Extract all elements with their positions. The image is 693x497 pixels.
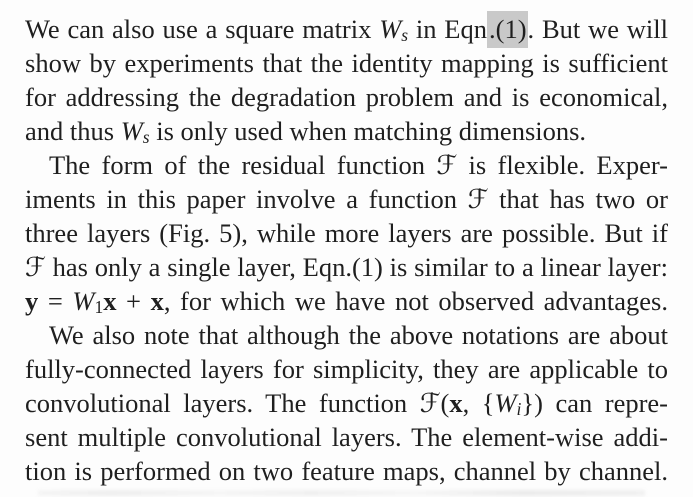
text-segment: We also note that although the above notations are about (49, 320, 668, 350)
text-segment: fully-connected layers for simplicity, they are applicable to (25, 354, 668, 384)
math-segment: x (150, 286, 164, 316)
math-segment: W (379, 14, 402, 44)
text-line (25, 284, 668, 318)
text-line (25, 420, 668, 454)
math-segment: y (25, 286, 39, 316)
text-segment: iments in this paper involve a function (25, 184, 468, 214)
text-segment: + (116, 286, 151, 316)
text-line (25, 318, 668, 352)
math-segment: ℱ (25, 252, 46, 283)
text-segment: and thus (25, 116, 121, 146)
math-segment: 1 (94, 296, 104, 317)
text-segment: }) can repre- (521, 388, 668, 418)
text-line (25, 216, 668, 250)
text-segment: sent multiple convolutional layers. The element-wise addi- (25, 422, 668, 452)
math-segment: ℱ (419, 388, 441, 419)
text-segment: We can also use a square matrix (25, 14, 380, 44)
math-segment: W (72, 286, 95, 316)
text-line (25, 46, 668, 80)
text-line (25, 80, 668, 114)
text-segment: is flexible. Exper- (457, 150, 669, 180)
text-line (25, 352, 668, 386)
text-segment: has only a single layer, Eqn.(1) is similar to a linear layer: (45, 252, 668, 282)
text-segment: convolutional layers. The function (25, 388, 420, 418)
text-line (25, 114, 668, 148)
cut-off-next-line-artifact (38, 490, 645, 496)
math-segment: x (103, 286, 117, 316)
text-line (25, 454, 668, 488)
text-segment: in Eqn (408, 14, 487, 44)
math-segment: s (142, 126, 150, 147)
text-segment: , { (462, 388, 495, 418)
math-segment: i (516, 398, 522, 419)
math-segment: W (494, 388, 517, 418)
math-segment: ℱ (436, 150, 458, 181)
math-segment: ℱ (467, 184, 489, 215)
eqn-ref-highlight[interactable]: .(1) (487, 11, 528, 48)
math-segment: s (401, 24, 409, 45)
text-segment: three layers (Fig. 5), while more layers are possible. But if (25, 218, 668, 248)
text-segment: that has two or (488, 184, 668, 214)
text-segment: ( (440, 388, 450, 418)
math-segment: x (449, 388, 463, 418)
paragraph (25, 12, 668, 148)
text-segment: The form of the residual function (49, 150, 437, 180)
text-line (25, 182, 668, 216)
math-segment: W (120, 116, 143, 146)
text-segment: is only used when matching dimensions. (149, 116, 587, 146)
text-segment: show by experiments that the identity mapping is sufficient (25, 48, 668, 78)
text-line (25, 12, 668, 46)
text-segment: for addressing the degradation problem and is economical, (25, 82, 668, 112)
text-line (25, 148, 668, 182)
text-segment: , for which we have not observed advantages. (163, 286, 668, 316)
text-segment: = (38, 286, 73, 316)
text-column (25, 12, 668, 488)
text-line (25, 250, 668, 284)
text-segment: . But we will (527, 14, 668, 44)
paragraph (25, 148, 668, 318)
paragraph (25, 318, 668, 488)
text-line (25, 386, 668, 420)
text-segment: tion is performed on two feature maps, channel by channel. (25, 456, 668, 486)
